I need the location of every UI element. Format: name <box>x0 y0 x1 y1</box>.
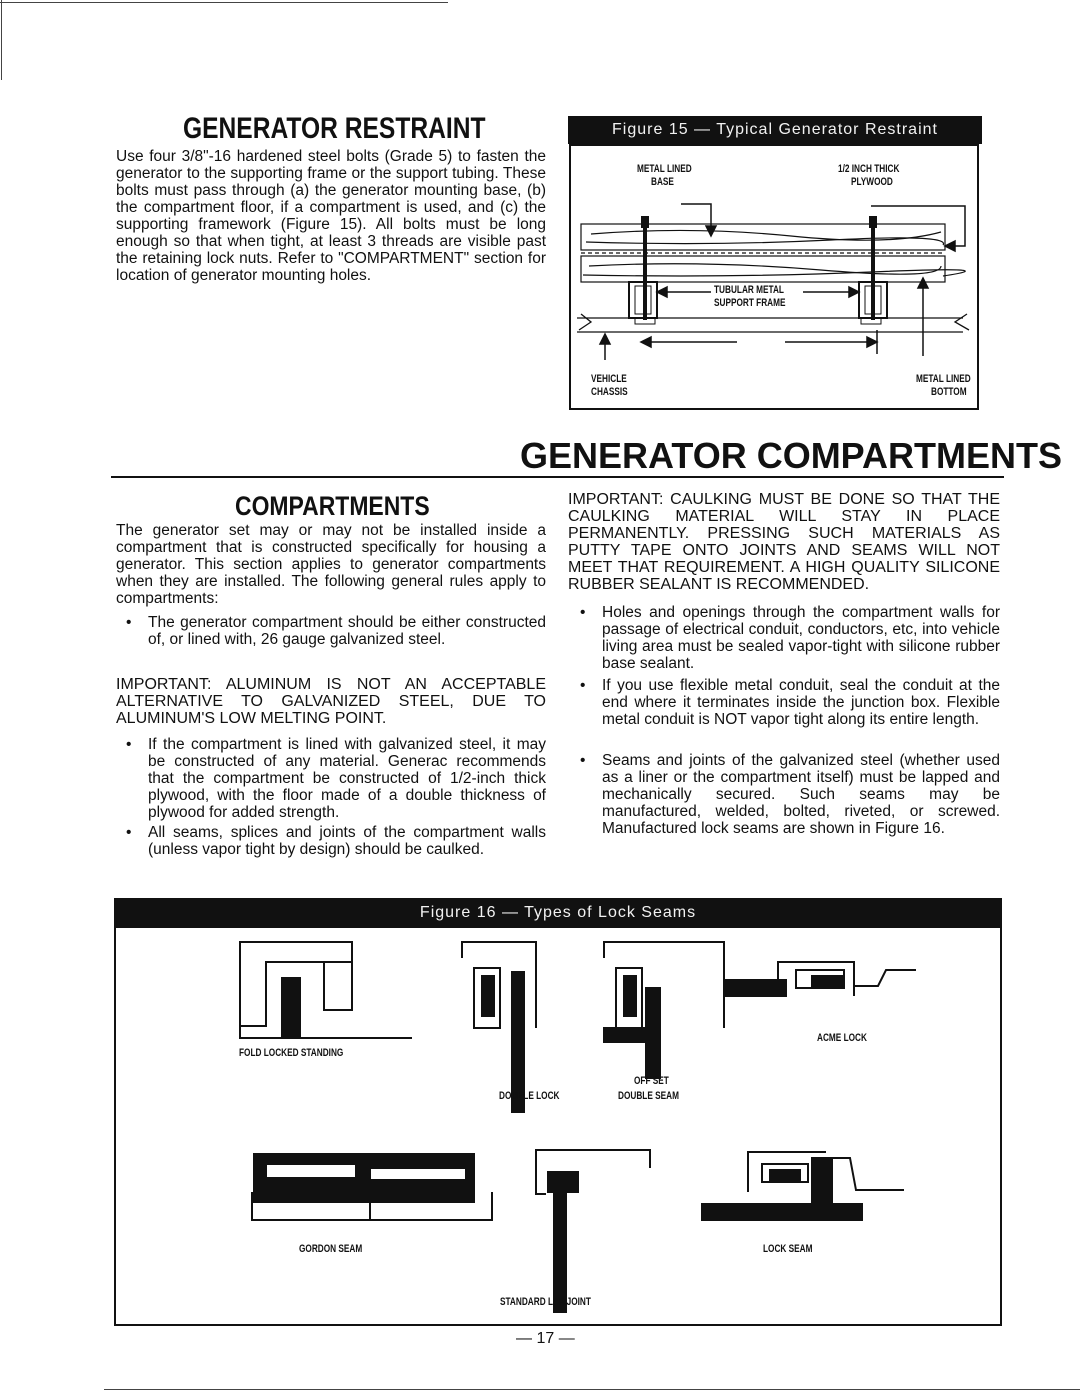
label-chassis-1: VEHICLE <box>591 373 627 385</box>
section-title: GENERATOR COMPARTMENTS <box>520 435 1063 476</box>
compartments-intro: The generator set may or may not be installed inside a compartment that is constructed specifically for housing a generator. This section applies to generator compartments when they are installed. The following general rules apply to compartments: <box>116 522 546 607</box>
label-plywood-1: 1/2 INCH THICK <box>838 163 900 175</box>
important-2: IMPORTANT: CAULKING MUST BE DONE SO THAT THE CAULKING MATERIAL WILL STAY IN PLACE PERMANENTLY. PRESSING SUCH MATERIALS AS PUTTY TAPE ONTO JOINTS AND SEAMS WILL NOT MEET THAT REQUIREMENT. A HIGH QUALITY SILICONE RUBBER SEALANT IS RECOMMENDED. <box>568 491 1000 593</box>
bullet-4 <box>580 604 1000 672</box>
bullet-2-text: If the compartment is lined with galvanized steel, it may be constructed of any material. Generac recommends that the compartment be constructed of 1/2-inch thick plywood, with the floor made of a double thickness of plywood for added strength. <box>148 736 546 821</box>
bottom-rule <box>104 1389 1080 1390</box>
label-double-lock: DOUBLE LOCK <box>499 1090 560 1102</box>
restraint-heading: GENERATOR RESTRAINT <box>183 112 486 145</box>
figure16-title: Figure 16 — Types of Lock Seams <box>114 898 1002 928</box>
left-margin-line <box>1 0 2 80</box>
label-bottom-1: METAL LINED <box>916 373 971 385</box>
bullet-1-text: The generator compartment should be either constructed of, or lined with, 26 gauge galvanized steel. <box>148 614 546 648</box>
label-metal-lined-base-2: BASE <box>651 176 674 188</box>
plywood-lower <box>581 256 945 282</box>
label-gordon-seam: GORDON SEAM <box>299 1243 363 1255</box>
restraint-body: Use four 3/8"-16 hardened steel bolts (Grade 5) to fasten the generator to the supporting frame or the support tubing. These bolts must pass through (a) the generator mounting base, (b) the compartment floor, if a compartment is used, and (c) the supporting framework (Figure 15). All bolts must be long enough so that when tight, at least 3 threads are visible past the retaining lock nuts. Refer to "COMPARTMENT" section for location of generator mounting holes. <box>116 148 546 284</box>
bullet-1 <box>126 614 546 648</box>
label-fold-locked: FOLD LOCKED STANDING <box>239 1047 344 1059</box>
bullet-dot: • <box>580 677 586 694</box>
figure15-title: Figure 15 — Typical Generator Restraint <box>568 116 982 144</box>
label-tubular-1: TUBULAR METAL <box>714 284 784 296</box>
label-lock-seam: LOCK SEAM <box>763 1243 813 1255</box>
bullet-2 <box>126 736 546 821</box>
label-lap-joint: STANDARD LAP JOINT <box>500 1296 591 1308</box>
section-rule <box>111 476 1004 478</box>
label-plywood-2: PLYWOOD <box>851 176 893 188</box>
bullet-dot: • <box>580 752 586 769</box>
bullet-3 <box>126 824 546 858</box>
label-bottom-2: BOTTOM <box>931 386 967 398</box>
label-metal-lined-base-1: METAL LINED <box>637 163 692 175</box>
figure16-diagram <box>116 928 1000 1324</box>
top-rule <box>0 2 448 3</box>
bullet-4-text: Holes and openings through the compartment walls for passage of electrical conduit, conductors, etc, into vehicle living area must be sealed vapor-tight with silicone rubber base sealant. <box>602 604 1000 672</box>
label-offset-1: OFF SET <box>634 1075 669 1087</box>
bullet-6-text: Seams and joints of the galvanized steel (whether used as a liner or the compartment itself) must be lapped and mechanically secured. Such seams may be manufactured, welded, bolted, riveted, or screwed. Manufactured lock seams are shown in Figure 16. <box>602 752 1000 837</box>
bullet-3-text: All seams, splices and joints of the compartment walls (unless vapor tight by design) should be caulked. <box>148 824 546 858</box>
important-1: IMPORTANT: ALUMINUM IS NOT AN ACCEPTABLE ALTERNATIVE TO GALVANIZED STEEL, DUE TO ALUMINUM'S LOW MELTING POINT. <box>116 676 546 727</box>
figure15-diagram <box>571 146 977 408</box>
plywood-upper <box>581 224 945 250</box>
label-offset-2: DOUBLE SEAM <box>618 1090 679 1102</box>
bullet-5-text: If you use flexible metal conduit, seal the conduit at the end where it terminates inside the junction box. Flexible metal conduit is NOT vapor tight along its entire length. <box>602 677 1000 728</box>
bullet-dot: • <box>126 824 132 841</box>
label-tubular-2: SUPPORT FRAME <box>714 297 786 309</box>
page-number: — 17 — <box>516 1330 575 1347</box>
compartments-heading: COMPARTMENTS <box>235 491 430 521</box>
bullet-dot: • <box>580 604 586 621</box>
label-chassis-2: CHASSIS <box>591 386 628 398</box>
bullet-5 <box>580 677 1000 728</box>
bullet-6 <box>580 752 1000 837</box>
bullet-dot: • <box>126 614 132 631</box>
label-acme-lock: ACME LOCK <box>817 1032 867 1044</box>
bullet-dot: • <box>126 736 132 753</box>
